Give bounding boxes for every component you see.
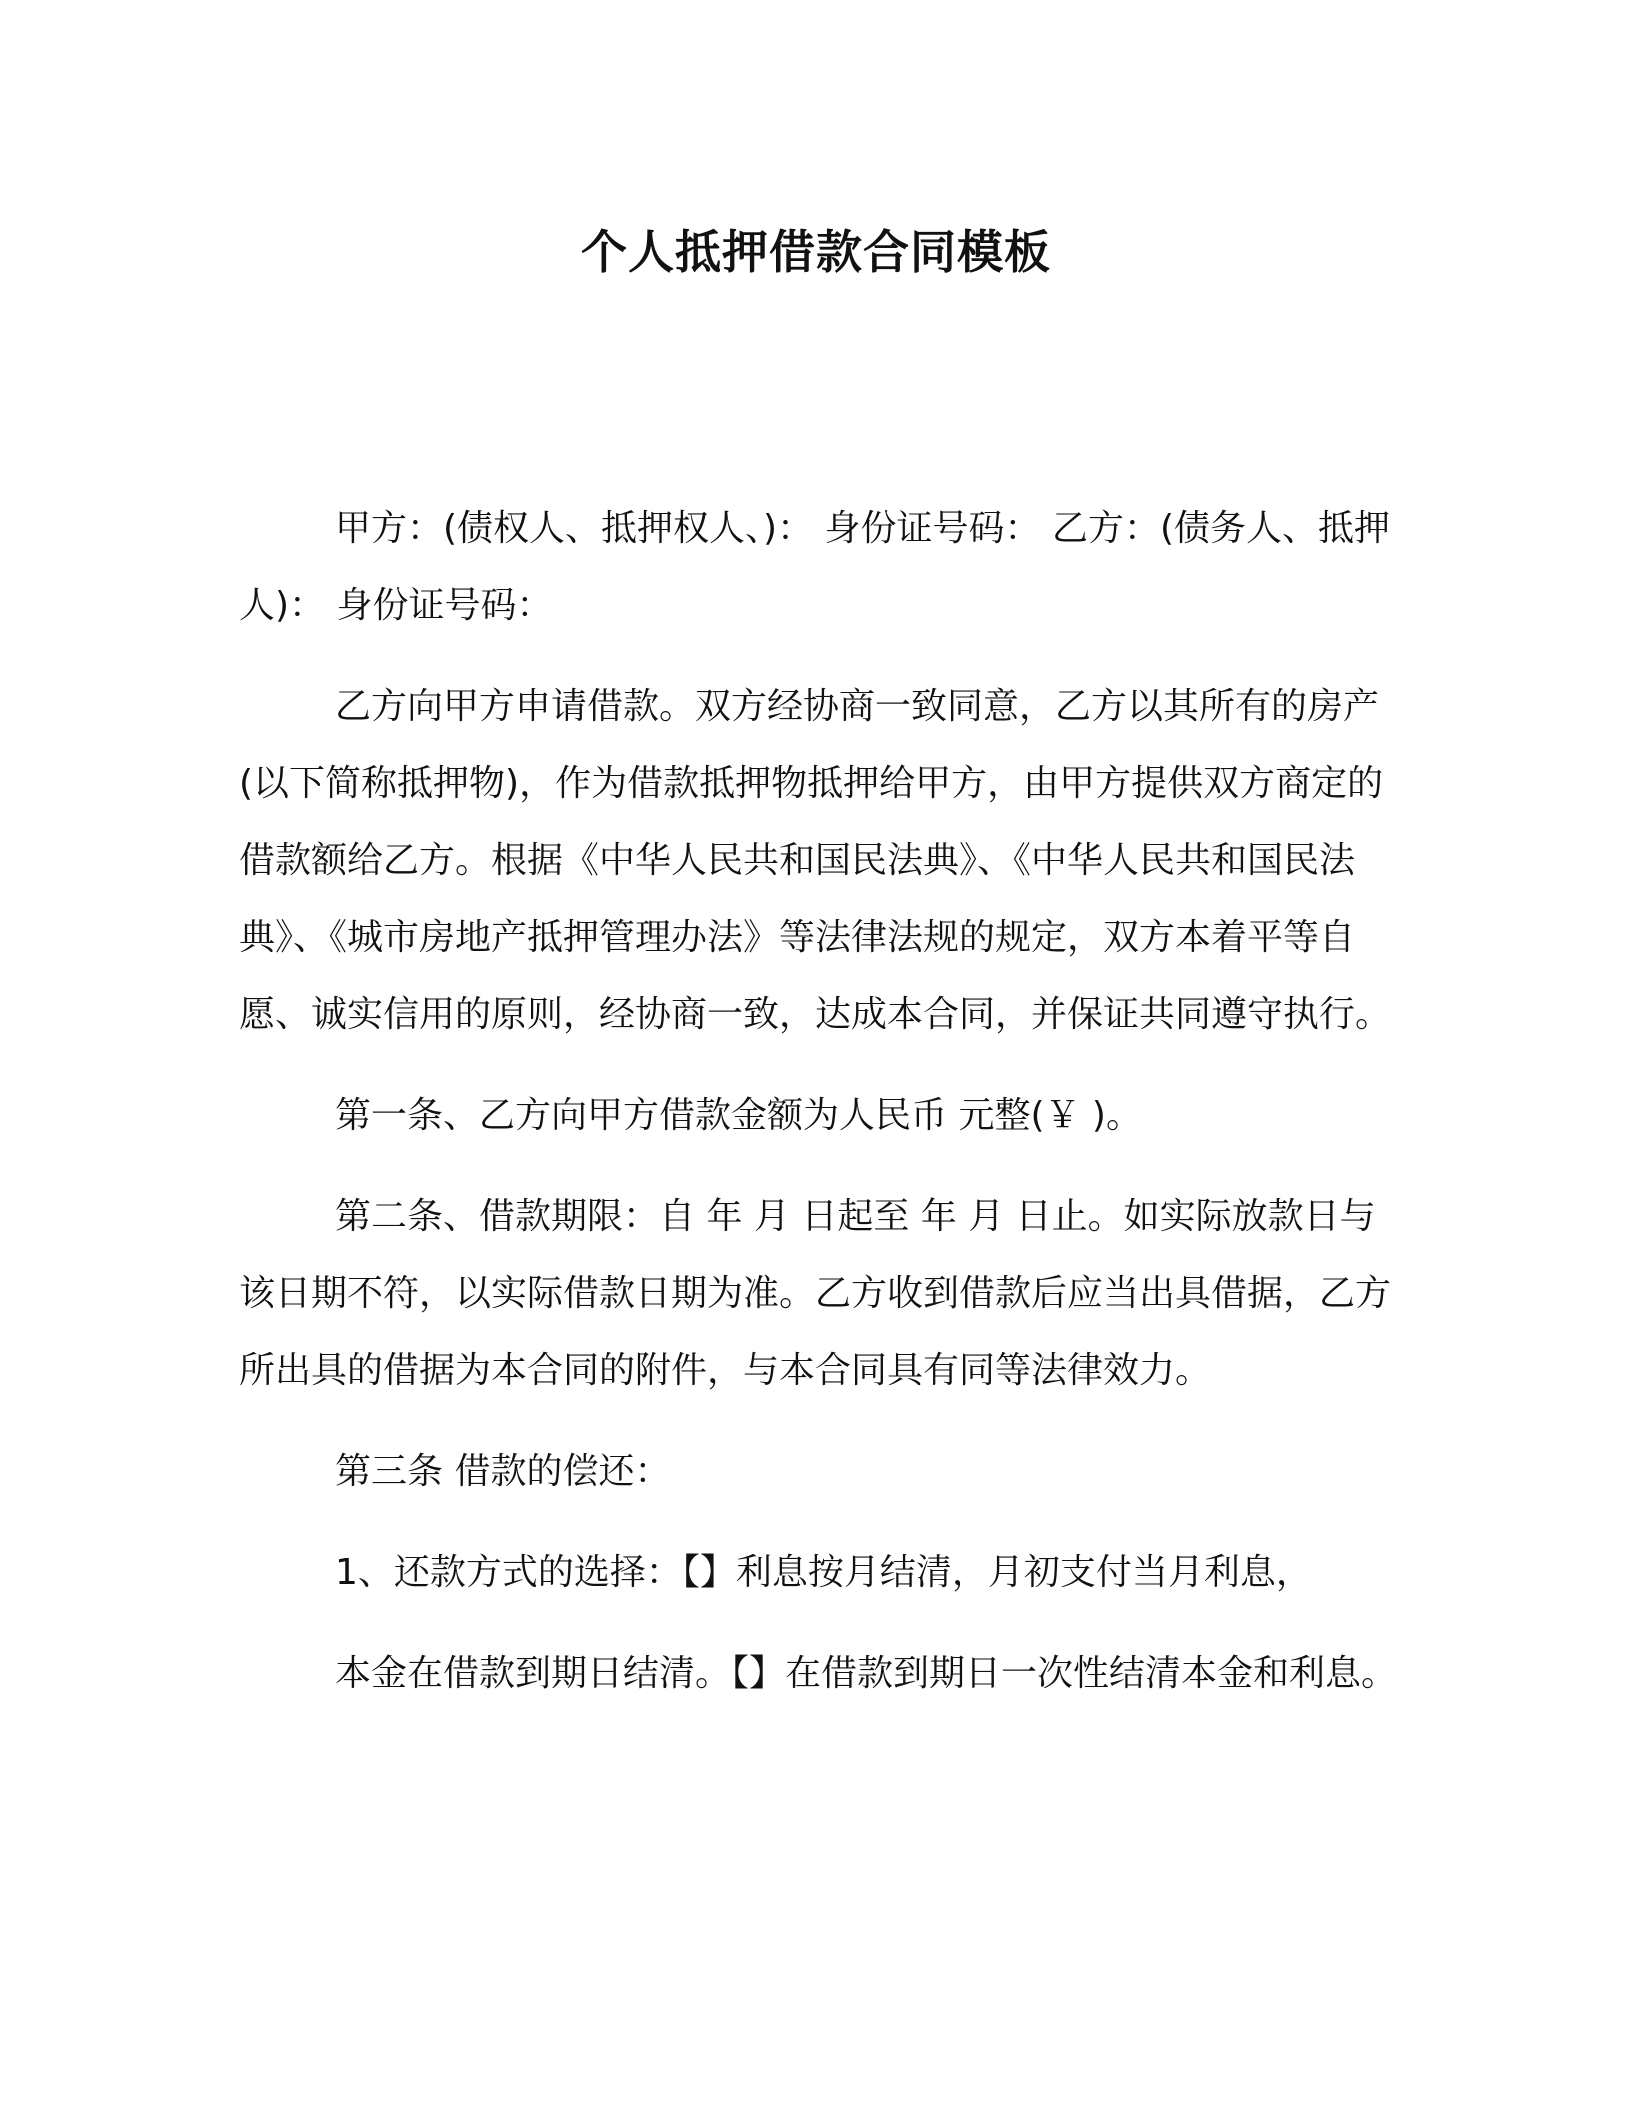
article-1-paragraph: 第一条、乙方向甲方借款金额为人民币 元整(￥ )。: [335, 1095, 1142, 1136]
document-body: [239, 490, 1399, 1736]
article-3-heading: 第三条 借款的偿还：: [335, 1451, 671, 1492]
party-info-paragraph: 甲方：(债权人、抵押权人、)： 身份证号码： 乙方：(债务人、抵押人)： 身份证号码：: [239, 508, 1391, 626]
repayment-option-continued-paragraph: 本金在借款到期日结清。【】在借款到期日一次性结清本金和利息。: [335, 1653, 1398, 1694]
repayment-option-paragraph: 1、还款方式的选择：【】利息按月结清，月初支付当月利息，: [335, 1552, 1312, 1593]
document-title: 个人抵押借款合同模板: [581, 225, 1051, 279]
article-2-paragraph: 第二条、借款期限：自 年 月 日起至 年 月 日止。如实际放款日与该日期不符，以实际借款日期为准。乙方收到借款后应当出具借据，乙方所出具的借据为本合同的附件，与本合同具有同等法律效力。: [239, 1196, 1392, 1391]
preamble-paragraph: 乙方向甲方申请借款。双方经协商一致同意，乙方以其所有的房产 (以下简称抵押物)，作为借款抵押物抵押给甲方，由甲方提供双方商定的借款额给乙方。根据《中华人民共和国民法典》、《中华人民共和国民法典》、《城市房地产抵押管理办法》等法律法规的规定，双方本着平等自愿、诚实信用的原则，经协商一致，达成本合同，并保证共同遵守执行。: [239, 686, 1392, 1035]
